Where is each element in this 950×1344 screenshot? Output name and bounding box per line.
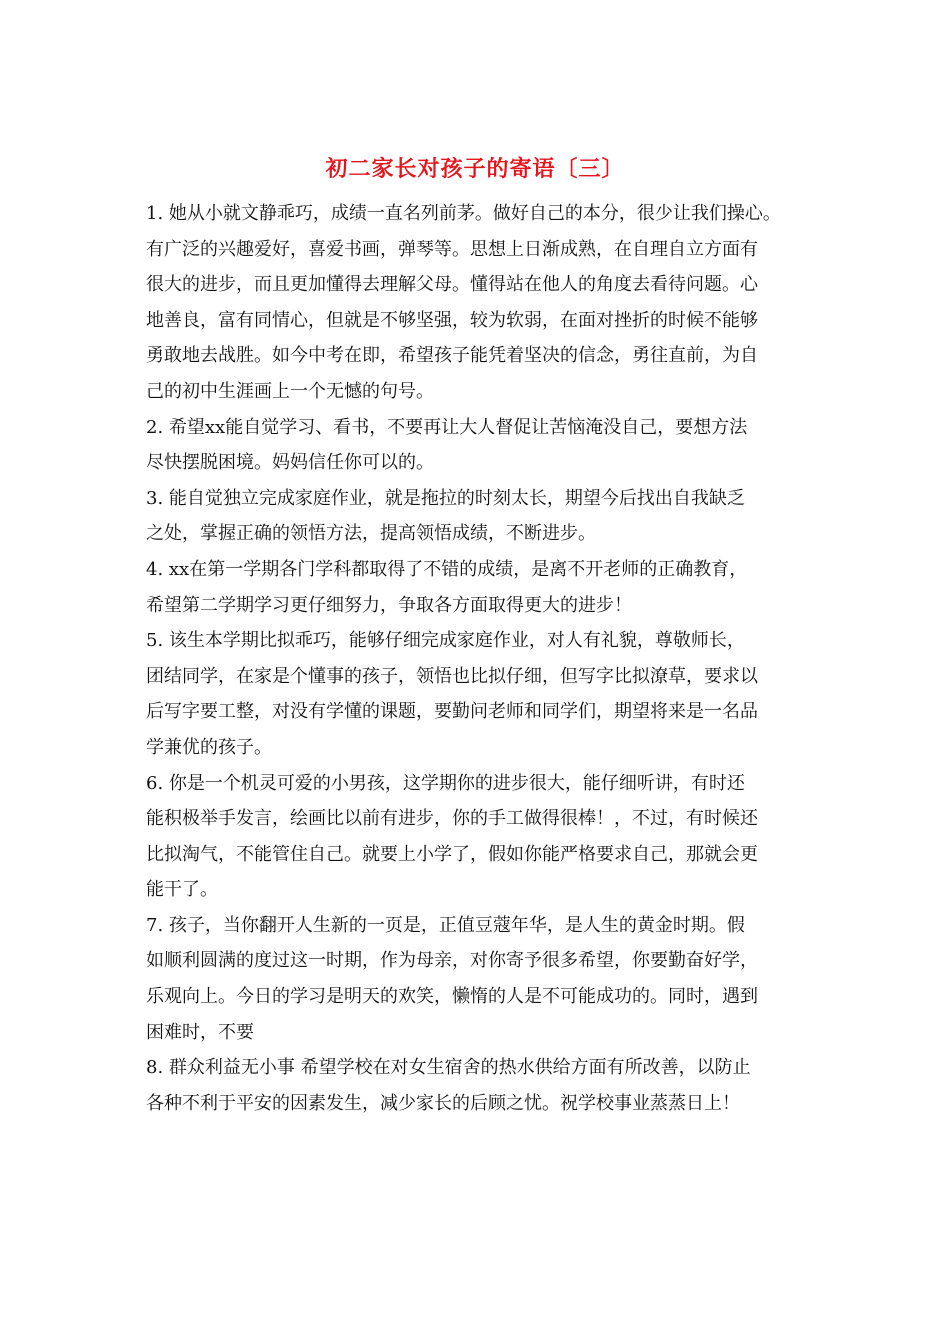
text-line: 己的初中生涯画上一个无憾的句号。 — [146, 380, 434, 402]
text-line: 3. 能自觉独立完成家庭作业，就是拖拉的时刻太长，期望今后找出自我缺乏 — [146, 487, 745, 509]
text-line: 希望第二学期学习更仔细努力，争取各方面取得更大的进步！ — [146, 594, 632, 616]
text-line: 后写字要工整，对没有学懂的课题，要勤问老师和同学们，期望将来是一名品 — [146, 701, 758, 723]
text-line: 之处，掌握正确的领悟方法，提高领悟成绩，不断进步。 — [146, 523, 596, 545]
text-line: 如顺利圆满的度过这一时期，作为母亲，对你寄予很多希望，你要勤奋好学， — [146, 950, 758, 972]
text-line: 有广泛的兴趣爱好，喜爱书画，弹琴等。思想上日渐成熟，在自理自立方面有 — [146, 238, 758, 260]
text-line: 团结同学，在家是个懂事的孩子，领悟也比拟仔细，但写字比拟潦草，要求以 — [146, 665, 758, 687]
document-title: 初二家长对孩子的寄语〔三〕 — [325, 156, 625, 182]
text-line: 比拟淘气，不能管住自己。就要上小学了，假如你能严格要求自己，那就会更 — [146, 843, 758, 865]
text-line: 乐观向上。今日的学习是明天的欢笑，懒惰的人是不可能成功的。同时，遇到 — [146, 986, 758, 1008]
text-line: 勇敢地去战胜。如今中考在即，希望孩子能凭着坚决的信念，勇往直前，为自 — [146, 345, 758, 367]
text-line: 能干了。 — [146, 879, 218, 901]
text-line: 困难时，不要 — [146, 1021, 254, 1043]
text-line: 5. 该生本学期比拟乖巧，能够仔细完成家庭作业，对人有礼貌，尊敬师长， — [146, 630, 745, 652]
text-line: 4. xx在第一学期各门学科都取得了不错的成绩，是离不开老师的正确教育， — [146, 558, 748, 580]
text-line: 各种不利于平安的因素发生，减少家长的后顾之忧。祝学校事业蒸蒸日上！ — [146, 1092, 740, 1114]
text-line: 很大的进步，而且更加懂得去理解父母。懂得站在他人的角度去看待问题。心 — [146, 274, 758, 296]
text-line: 7. 孩子，当你翻开人生新的一页是，正值豆蔻年华，是人生的黄金时期。假 — [146, 914, 745, 936]
text-line: 8. 群众利益无小事 希望学校在对女生宿舍的热水供给方面有所改善，以防止 — [146, 1057, 751, 1079]
text-line: 能积极举手发言，绘画比以前有进步，你的手工做得很棒！，不过，有时候还 — [146, 808, 758, 830]
text-line: 尽快摆脱困境。妈妈信任你可以的。 — [146, 452, 434, 474]
text-line: 学兼优的孩子。 — [146, 736, 272, 758]
document-body — [146, 196, 826, 1121]
text-line: 6. 你是一个机灵可爱的小男孩，这学期你的进步很大，能仔细听讲，有时还 — [146, 772, 745, 794]
text-line: 地善良，富有同情心，但就是不够坚强，较为软弱，在面对挫折的时候不能够 — [146, 309, 758, 331]
text-line: 1. 她从小就文静乖巧，成绩一直名列前茅。做好自己的本分，很少让我们操心。 — [146, 203, 781, 224]
text-line: 2. 希望xx能自觉学习、看书，不要再让大人督促让苦恼淹没自己，要想方法 — [146, 416, 748, 438]
